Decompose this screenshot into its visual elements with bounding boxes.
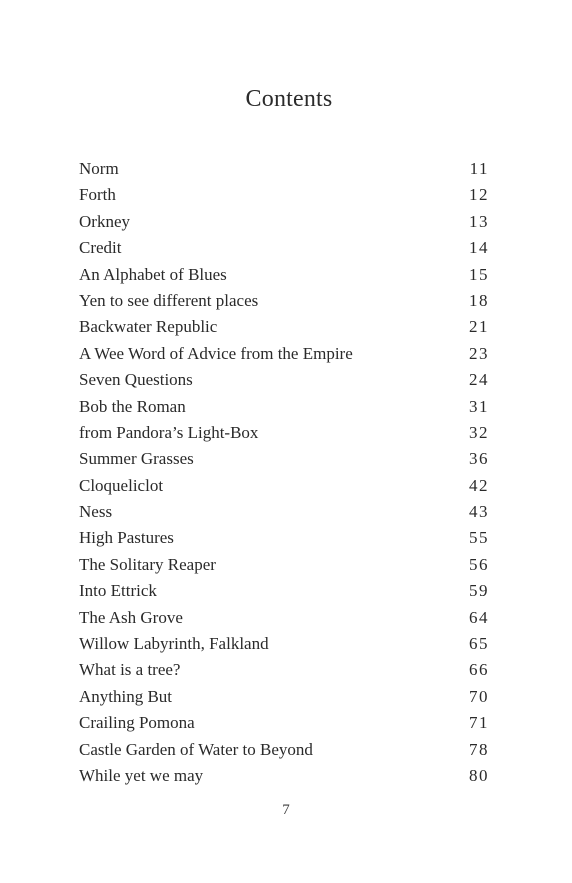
toc-entry-page: 42 — [469, 475, 489, 495]
toc-entry-title: Anything But — [79, 686, 173, 706]
toc-entry-page: 70 — [469, 686, 489, 706]
toc-entry — [79, 631, 489, 657]
toc-entry-title: Bob the Roman — [79, 396, 186, 416]
table-of-contents — [79, 156, 489, 789]
toc-entry-title: Crailing Pomona — [79, 713, 195, 733]
toc-entry-title: Cloqueliclot — [79, 475, 164, 495]
toc-entry-page: 59 — [469, 581, 489, 601]
toc-entry — [79, 314, 489, 340]
toc-entry-page: 11 — [469, 159, 489, 178]
toc-entry — [79, 288, 489, 314]
toc-entry — [79, 262, 489, 288]
toc-entry-page: 18 — [469, 290, 489, 310]
toc-entry-title: Norm — [79, 159, 119, 178]
toc-entry-page: 71 — [469, 713, 489, 733]
toc-entry-title: from Pandora’s Light-Box — [79, 422, 259, 442]
toc-entry-title: Castle Garden of Water to Beyond — [79, 739, 313, 759]
toc-entry-title: Summer Grasses — [79, 449, 194, 469]
page-number: 7 — [282, 802, 290, 818]
page-title: Contents — [245, 86, 333, 112]
toc-entry — [79, 737, 489, 763]
toc-entry-title: Ness — [79, 502, 113, 522]
toc-entry — [79, 552, 489, 578]
toc-entry-page: 43 — [469, 502, 489, 522]
toc-entry-title: High Pastures — [79, 528, 174, 548]
toc-entry-page: 80 — [469, 765, 489, 785]
toc-entry-page: 31 — [469, 396, 489, 416]
toc-entry-title: Backwater Republic — [79, 317, 218, 337]
toc-entry-page: 32 — [469, 422, 489, 442]
toc-entry — [79, 684, 489, 710]
toc-entry — [79, 394, 489, 420]
toc-entry-title: What is a tree? — [79, 660, 181, 680]
toc-entry-page: 78 — [469, 739, 489, 759]
toc-entry — [79, 341, 489, 367]
toc-entry-title: A Wee Word of Advice from the Empire — [79, 343, 353, 363]
toc-entry-title: Seven Questions — [79, 370, 193, 390]
toc-entry — [79, 446, 489, 472]
toc-entry-page: 55 — [469, 528, 489, 548]
toc-entry-page: 24 — [469, 370, 489, 390]
toc-entry-title: Willow Labyrinth, Falkland — [79, 634, 269, 654]
toc-entry — [79, 578, 489, 604]
toc-entry — [79, 657, 489, 683]
toc-entry-page: 12 — [469, 185, 489, 205]
toc-entry-page: 66 — [469, 660, 489, 680]
toc-entry — [79, 420, 489, 446]
toc-entry-page: 15 — [469, 264, 489, 284]
toc-entry — [79, 499, 489, 525]
toc-entry-page: 65 — [469, 634, 489, 654]
toc-entry-title: Forth — [79, 185, 116, 205]
toc-entry-page: 56 — [469, 554, 489, 574]
toc-entry — [79, 235, 489, 261]
toc-entry-page: 36 — [469, 449, 489, 469]
toc-entry — [79, 473, 489, 499]
toc-entry-page: 23 — [469, 343, 489, 363]
toc-entry — [79, 605, 489, 631]
toc-entry-title: The Ash Grove — [79, 607, 183, 627]
toc-entry — [79, 710, 489, 736]
toc-entry-page: 21 — [469, 317, 489, 337]
toc-entry-title: While yet we may — [79, 765, 204, 785]
toc-entry — [79, 763, 489, 789]
toc-entry-title: Credit — [79, 238, 122, 258]
toc-entry-title: An Alphabet of Blues — [79, 264, 227, 284]
toc-entry-title: Yen to see different places — [79, 290, 259, 310]
toc-entry-title: Orkney — [79, 211, 130, 231]
toc-entry-page: 13 — [469, 211, 489, 231]
toc-entry — [79, 525, 489, 551]
toc-entry-page: 64 — [469, 607, 489, 627]
toc-entry — [79, 209, 489, 235]
toc-entry-title: Into Ettrick — [79, 581, 157, 601]
toc-entry-title: The Solitary Reaper — [79, 554, 216, 574]
toc-entry — [79, 367, 489, 393]
toc-entry — [79, 156, 489, 182]
toc-entry — [79, 182, 489, 208]
toc-entry-page: 14 — [469, 238, 489, 258]
